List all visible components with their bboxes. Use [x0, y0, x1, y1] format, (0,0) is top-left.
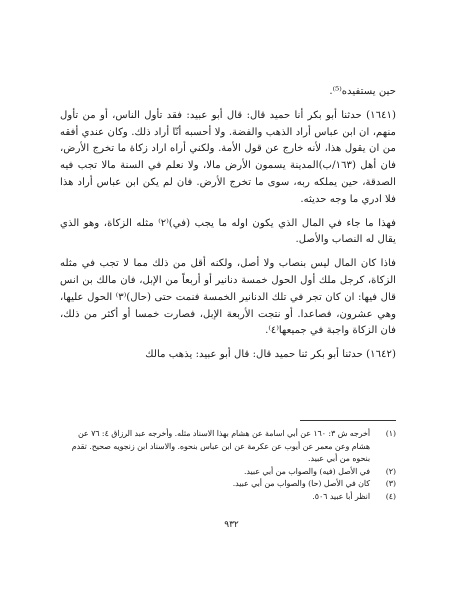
paragraph-malik: فاذا كان المال ليس بنصاب ولا أصل، ولكنه أقل من ذلك مما لا تجب في مثله الزكاة، كرجل ملك أول الحول خمسة دنانير أو أربعاً من الإبل، فان مالك بن انس قال فيها: ان كان تجر في تلك الدنانير الخمسة فنمت حتى (حال)⁽٣⁾ الحول عليها، وهي عشرون، فصاعدا. أو نتجت الأربعة الإبل، فصارت خمسا أو أكثر من ذلك، فان الزكاة واجبة في جميعها⁽٤⁾. — [60, 258, 396, 337]
footnote-text: أخرجه ش ٣: ١٦٠ عن أبي اسامة عن هشام بهذا الاسناد مثله. وأخرجه عبد الرزاق ٤: ٧٦ عن هشام وعن معمر عن أيوب عن عكرمة عن ابن عباس بنحوه. والاسناد ابن زنجويه صحيح. تقدم بنحوه من أبي عبيد. — [71, 429, 370, 464]
footnote-2 — [60, 466, 396, 479]
paragraph-opening-line: حين يستفيده⁽⁵⁾. — [329, 86, 396, 97]
paragraph-1641: (١٦٤١) حدثنا أبو بكر أنا حميد قال: قال أبو عبيد: فقد تأول الناس، أو من تأول منهم، ان ابن عباس أراد الذهب والفضة. ولا أحسبه أنّا أراد ذلك. وكان عندي أفقه من ان يقول هذا، لأنه خارج عن قول الأمة. ولكني أراه اراد زكاة ما تخرج الأرض، فان أهل (١٦٣/ب)المدينة يسمون الأرض مالا، ولا نعلم في السنة مالا تجب فيه الصدقة، حين يملكه ربه، سوى ما تخرج الأرض. فان لم يكن ابن عباس أراد هذا فلا ادري ما وجه حديثه. — [60, 109, 397, 205]
footnote-number: (٤) — [385, 491, 396, 501]
footnotes — [60, 428, 396, 504]
page-number: ٩٣٢ — [224, 520, 239, 530]
footnote-text: كان في الأصل (حا) والصواب من أبي عبيد. — [232, 479, 370, 489]
paragraph-1642: (١٦٤٢) حدثنا أبو بكر ثنا حميد قال: قال أبو عبيد: يذهب مالك — [145, 349, 396, 361]
footnote-number: (١) — [385, 429, 396, 438]
paragraph-nisab: فهذا ما جاء في المال الذي يكون اوله ما يجب (في)⁽٢⁾ مثله الزكاة، وهو الذي يقال له النصاب والأصل. — [60, 217, 396, 246]
footnote-4 — [60, 491, 396, 504]
footnote-divider — [300, 420, 396, 421]
main-text — [60, 84, 396, 364]
footnote-number: (٢) — [385, 466, 396, 476]
footnote-text: في الأصل (فيه) والصواب من أبي عبيد. — [243, 466, 370, 476]
footnote-text: انظر أبا عبيد ٥٠٦. — [312, 491, 370, 501]
footnote-number: (٣) — [385, 479, 396, 489]
footnote-1 — [60, 428, 396, 466]
footnote-3 — [60, 478, 396, 491]
